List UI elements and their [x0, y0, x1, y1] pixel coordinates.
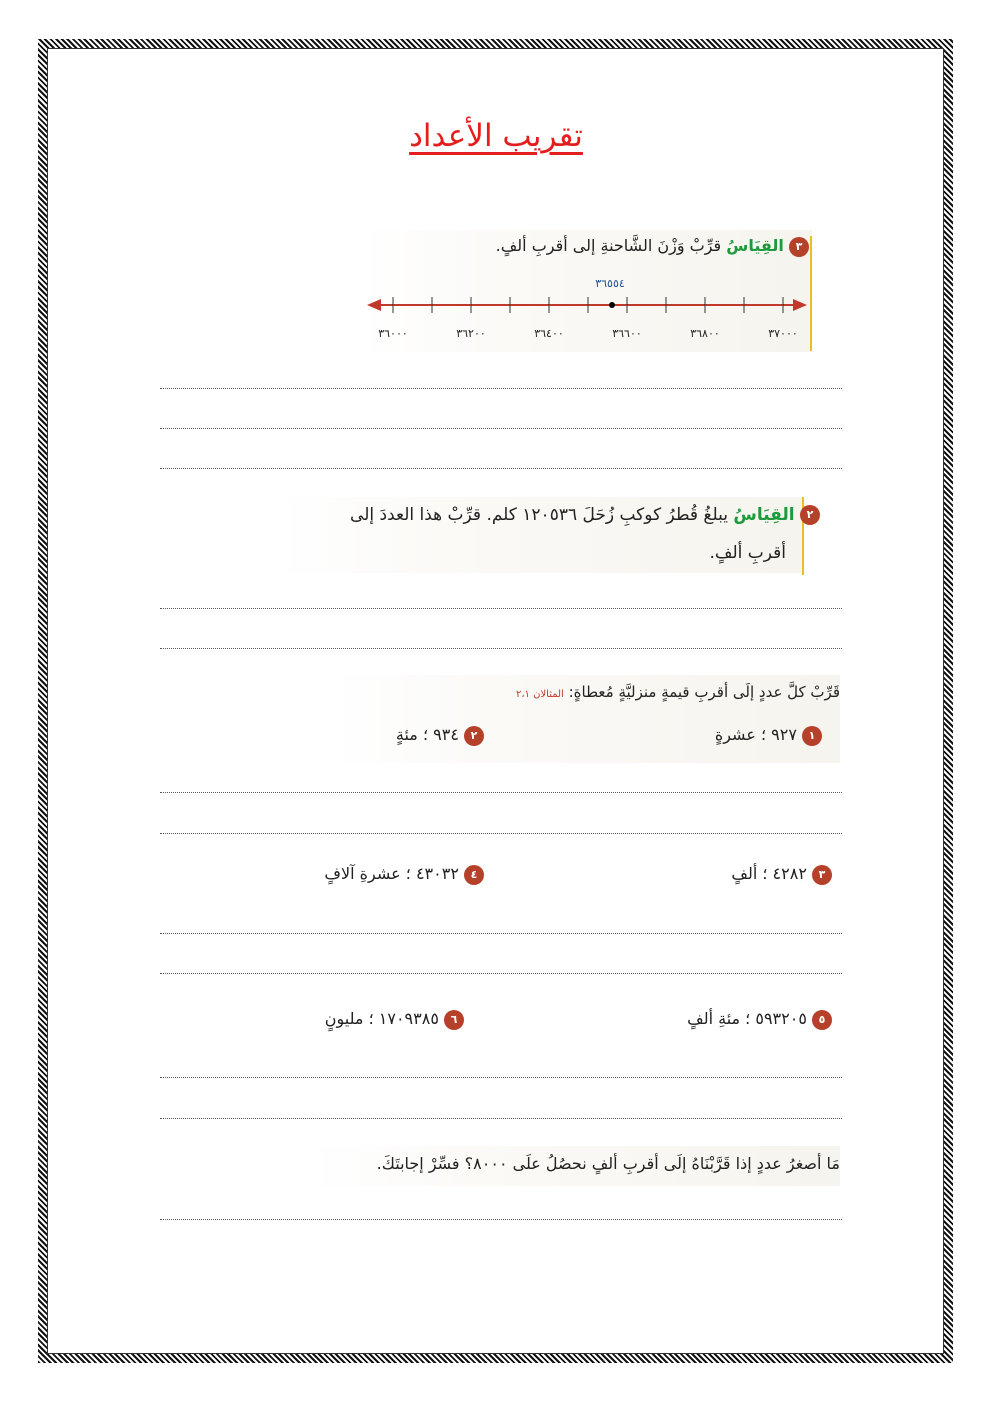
item-badge: ٢	[464, 726, 484, 746]
number-line	[365, 290, 810, 320]
item-badge: ٥	[812, 1010, 832, 1030]
item-text: ٤٢٨٢ ؛ ألفٍ	[731, 864, 807, 883]
question-4-text: مَا أصغرُ عددٍ إذا قَرَّبْنَاهُ إلَى أقربِ ألفٍ نحصُلُ علَى ٨٠٠٠؟ فسِّرْ إجابتَكَ.	[376, 1154, 840, 1173]
item-text: ٩٢٧ ؛ عشرةٍ	[714, 725, 797, 744]
question-1-prompt: قرِّبْ وَزْنَ الشَّاحنةِ إلى أقربِ ألفٍ.	[495, 236, 722, 255]
answer-line[interactable]	[160, 1118, 842, 1119]
question-2-line-1	[350, 505, 820, 525]
item-text: ٥٩٣٢٠٥ ؛ مئةِ ألفٍ	[687, 1009, 807, 1028]
answer-line[interactable]	[160, 468, 842, 469]
answer-line[interactable]	[160, 428, 842, 429]
page-title: تقريب الأعداد	[409, 118, 583, 154]
list-item	[715, 725, 822, 746]
axis-label: ٣٦٤٠٠	[534, 327, 564, 340]
question-3-instruction-text: قَرِّبْ كلَّ عددٍ إلَى أقربِ قيمةٍ منزليَّةٍ مُعطاةٍ:	[568, 683, 840, 701]
item-badge: ٣	[812, 865, 832, 885]
question-2-line-2: أقربِ ألفٍ.	[709, 543, 786, 563]
axis-label: ٣٦٨٠٠	[690, 327, 720, 340]
answer-line[interactable]	[160, 648, 842, 649]
list-item	[396, 725, 484, 746]
answer-line[interactable]	[160, 792, 842, 793]
question-2-prompt: يبلغُ قُطرُ كوكبِ زُحَلَ ١٢٠٥٣٦ كلم. قرِّبْ هذا العددَ إلى	[350, 505, 728, 525]
list-item	[687, 1009, 832, 1030]
item-text: ١٧٠٩٣٨٥ ؛ مليونٍ	[324, 1009, 439, 1028]
answer-line[interactable]	[160, 608, 842, 609]
axis-label: ٣٧٠٠٠	[768, 327, 798, 340]
question-1-keyword: القِيَاسُ	[726, 236, 784, 255]
question-1-text	[496, 236, 809, 257]
question-1-badge: ٣	[789, 237, 809, 257]
question-3-reference: المثالان ٢،١	[515, 689, 564, 700]
answer-line[interactable]	[160, 1077, 842, 1078]
question-2-keyword: القِيَاسُ	[733, 505, 795, 525]
answer-line[interactable]	[160, 1219, 842, 1220]
item-badge: ٤	[464, 865, 484, 885]
axis-label: ٣٦٢٠٠	[456, 327, 486, 340]
item-text: ٩٣٤ ؛ مئةٍ	[395, 725, 459, 744]
item-text: ٤٣٠٣٢ ؛ عشرةِ آلافٍ	[324, 864, 459, 883]
list-item	[325, 1009, 464, 1030]
item-badge: ٦	[444, 1010, 464, 1030]
question-3-instruction	[516, 683, 840, 701]
question-2-badge: ٢	[800, 505, 820, 525]
list-item	[731, 864, 832, 885]
answer-line[interactable]	[160, 833, 842, 834]
axis-label: ٣٦٦٠٠	[612, 327, 642, 340]
item-badge: ١	[802, 726, 822, 746]
answer-line[interactable]	[160, 933, 842, 934]
list-item	[324, 864, 484, 885]
answer-line[interactable]	[160, 973, 842, 974]
number-line-marker-label: ٣٦٥٥٤	[595, 277, 625, 290]
answer-line[interactable]	[160, 388, 842, 389]
axis-label: ٣٦٠٠٠	[378, 327, 408, 340]
